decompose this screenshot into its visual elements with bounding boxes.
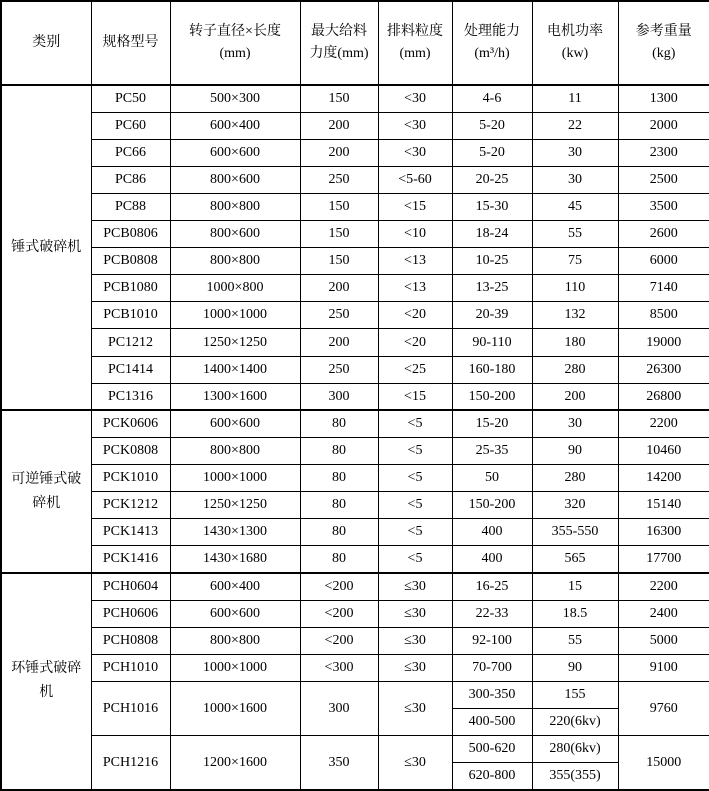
model-cell: PCB0806 [91, 221, 170, 248]
header-text: 电机功率 [547, 24, 603, 39]
header-row [1, 1, 709, 85]
max-feed-cell: 300 [300, 383, 378, 410]
header-text: (m³/h) [474, 46, 510, 61]
discharge-size-cell: ≤30 [378, 600, 452, 627]
rotor-size-cell: 600×400 [170, 573, 300, 600]
max-feed-cell: 80 [300, 465, 378, 492]
category-cell: 锤式破碎机 [1, 85, 91, 410]
discharge-size-cell: <15 [378, 383, 452, 410]
header-text: (mm) [219, 46, 251, 61]
table-header [1, 1, 709, 85]
capacity-cell: 400-500 [452, 709, 532, 736]
power-cell: 22 [532, 112, 618, 139]
table-row [1, 112, 709, 139]
power-cell: 155 [532, 681, 618, 708]
power-cell: 30 [532, 166, 618, 193]
col-header-model [91, 1, 170, 85]
model-cell: PCB1080 [91, 275, 170, 302]
rotor-size-cell: 1300×1600 [170, 383, 300, 410]
table-row [1, 600, 709, 627]
rotor-size-cell: 1250×1250 [170, 492, 300, 519]
capacity-cell: 150-200 [452, 383, 532, 410]
model-cell: PCK1416 [91, 546, 170, 573]
discharge-size-cell: ≤30 [378, 627, 452, 654]
table-row [1, 437, 709, 464]
header-text: (kw) [561, 46, 589, 61]
capacity-cell: 5-20 [452, 112, 532, 139]
discharge-size-cell: <5 [378, 437, 452, 464]
table-row [1, 519, 709, 546]
weight-cell: 2300 [618, 139, 709, 166]
rotor-size-cell: 800×600 [170, 166, 300, 193]
weight-cell: 7140 [618, 275, 709, 302]
header-text: 处理能力 [464, 24, 520, 39]
capacity-cell: 500-620 [452, 736, 532, 763]
discharge-size-cell: <13 [378, 248, 452, 275]
discharge-size-cell: <25 [378, 356, 452, 383]
discharge-size-cell: ≤30 [378, 573, 452, 600]
capacity-cell: 16-25 [452, 573, 532, 600]
capacity-cell: 25-35 [452, 437, 532, 464]
discharge-size-cell: <5 [378, 410, 452, 437]
rotor-size-cell: 1000×1600 [170, 681, 300, 735]
header-text: 转子直径×长度 [189, 24, 281, 39]
col-header-discharge-size [378, 1, 452, 85]
power-cell: 18.5 [532, 600, 618, 627]
rotor-size-cell: 1000×800 [170, 275, 300, 302]
max-feed-cell: <300 [300, 654, 378, 681]
max-feed-cell: 80 [300, 519, 378, 546]
rotor-size-cell: 1000×1000 [170, 654, 300, 681]
discharge-size-cell: <5 [378, 465, 452, 492]
rotor-size-cell: 600×600 [170, 600, 300, 627]
weight-cell: 2400 [618, 600, 709, 627]
weight-cell: 17700 [618, 546, 709, 573]
max-feed-cell: 150 [300, 193, 378, 220]
table-row [1, 85, 709, 112]
power-cell: 280 [532, 465, 618, 492]
weight-cell: 26300 [618, 356, 709, 383]
weight-cell: 5000 [618, 627, 709, 654]
rotor-size-cell: 1200×1600 [170, 736, 300, 790]
table-row [1, 356, 709, 383]
capacity-cell: 13-25 [452, 275, 532, 302]
discharge-size-cell: <30 [378, 112, 452, 139]
table-row [1, 573, 709, 600]
max-feed-cell: 200 [300, 139, 378, 166]
model-cell: PCH1010 [91, 654, 170, 681]
max-feed-cell: 150 [300, 85, 378, 112]
discharge-size-cell: <10 [378, 221, 452, 248]
rotor-size-cell: 600×600 [170, 410, 300, 437]
rotor-size-cell: 800×800 [170, 248, 300, 275]
model-cell: PCH0606 [91, 600, 170, 627]
capacity-cell: 18-24 [452, 221, 532, 248]
table-body [1, 85, 709, 790]
header-text: 力度(mm) [309, 46, 369, 61]
discharge-size-cell: ≤30 [378, 681, 452, 735]
power-cell: 320 [532, 492, 618, 519]
table-row [1, 302, 709, 329]
power-cell: 55 [532, 627, 618, 654]
weight-cell: 19000 [618, 329, 709, 356]
rotor-size-cell: 1000×1000 [170, 302, 300, 329]
rotor-size-cell: 1250×1250 [170, 329, 300, 356]
table-row [1, 654, 709, 681]
model-cell: PCK0606 [91, 410, 170, 437]
table-row [1, 681, 709, 708]
rotor-size-cell: 800×800 [170, 193, 300, 220]
rotor-size-cell: 600×400 [170, 112, 300, 139]
model-cell: PCK1010 [91, 465, 170, 492]
table-row [1, 465, 709, 492]
weight-cell: 9100 [618, 654, 709, 681]
power-cell: 355(355) [532, 763, 618, 790]
model-cell: PC66 [91, 139, 170, 166]
discharge-size-cell: <5-60 [378, 166, 452, 193]
col-header-ref-weight [618, 1, 709, 85]
table-row [1, 627, 709, 654]
header-text: 参考重量 [635, 24, 692, 39]
power-cell: 200 [532, 383, 618, 410]
power-cell: 30 [532, 410, 618, 437]
weight-cell: 2500 [618, 166, 709, 193]
discharge-size-cell: <5 [378, 546, 452, 573]
capacity-cell: 20-39 [452, 302, 532, 329]
capacity-cell: 400 [452, 546, 532, 573]
weight-cell: 2200 [618, 573, 709, 600]
power-cell: 180 [532, 329, 618, 356]
max-feed-cell: 80 [300, 546, 378, 573]
model-cell: PC1316 [91, 383, 170, 410]
weight-cell: 1300 [618, 85, 709, 112]
capacity-cell: 92-100 [452, 627, 532, 654]
power-cell: 30 [532, 139, 618, 166]
weight-cell: 2200 [618, 410, 709, 437]
max-feed-cell: 350 [300, 736, 378, 790]
power-cell: 15 [532, 573, 618, 600]
weight-cell: 2000 [618, 112, 709, 139]
weight-cell: 26800 [618, 383, 709, 410]
capacity-cell: 400 [452, 519, 532, 546]
rotor-size-cell: 500×300 [170, 85, 300, 112]
header-text: 排料粒度 [387, 24, 443, 39]
capacity-cell: 90-110 [452, 329, 532, 356]
model-cell: PCH1016 [91, 681, 170, 735]
max-feed-cell: 80 [300, 492, 378, 519]
capacity-cell: 160-180 [452, 356, 532, 383]
power-cell: 55 [532, 221, 618, 248]
capacity-cell: 15-30 [452, 193, 532, 220]
max-feed-cell: 80 [300, 437, 378, 464]
discharge-size-cell: ≤30 [378, 654, 452, 681]
weight-cell: 2600 [618, 221, 709, 248]
table-row [1, 329, 709, 356]
capacity-cell: 15-20 [452, 410, 532, 437]
capacity-cell: 620-800 [452, 763, 532, 790]
max-feed-cell: 250 [300, 356, 378, 383]
capacity-cell: 10-25 [452, 248, 532, 275]
model-cell: PCB0808 [91, 248, 170, 275]
power-cell: 75 [532, 248, 618, 275]
col-header-capacity [452, 1, 532, 85]
header-text: 最大给料 [311, 24, 367, 39]
capacity-cell: 70-700 [452, 654, 532, 681]
rotor-size-cell: 800×800 [170, 437, 300, 464]
model-cell: PC50 [91, 85, 170, 112]
col-header-max-feed [300, 1, 378, 85]
model-cell: PC60 [91, 112, 170, 139]
model-cell: PCH1216 [91, 736, 170, 790]
weight-cell: 15140 [618, 492, 709, 519]
max-feed-cell: 300 [300, 681, 378, 735]
model-cell: PC1212 [91, 329, 170, 356]
table-row [1, 736, 709, 763]
power-cell: 280 [532, 356, 618, 383]
model-cell: PC86 [91, 166, 170, 193]
weight-cell: 6000 [618, 248, 709, 275]
rotor-size-cell: 1000×1000 [170, 465, 300, 492]
discharge-size-cell: <20 [378, 329, 452, 356]
power-cell: 565 [532, 546, 618, 573]
capacity-cell: 4-6 [452, 85, 532, 112]
header-text: (kg) [652, 46, 676, 61]
power-cell: 11 [532, 85, 618, 112]
model-cell: PCB1010 [91, 302, 170, 329]
max-feed-cell: 150 [300, 248, 378, 275]
max-feed-cell: <200 [300, 627, 378, 654]
power-cell: 45 [532, 193, 618, 220]
max-feed-cell: 200 [300, 112, 378, 139]
discharge-size-cell: <5 [378, 492, 452, 519]
col-header-rotor-size [170, 1, 300, 85]
discharge-size-cell: <15 [378, 193, 452, 220]
table-row [1, 383, 709, 410]
weight-cell: 10460 [618, 437, 709, 464]
table-row [1, 221, 709, 248]
max-feed-cell: <200 [300, 573, 378, 600]
power-cell: 280(6kv) [532, 736, 618, 763]
max-feed-cell: 250 [300, 302, 378, 329]
model-cell: PC88 [91, 193, 170, 220]
discharge-size-cell: <30 [378, 85, 452, 112]
table-row [1, 492, 709, 519]
table-row [1, 166, 709, 193]
header-text: (mm) [399, 46, 431, 61]
table-row [1, 410, 709, 437]
capacity-cell: 300-350 [452, 681, 532, 708]
header-text: 规格型号 [102, 35, 159, 50]
capacity-cell: 50 [452, 465, 532, 492]
weight-cell: 14200 [618, 465, 709, 492]
model-cell: PCH0808 [91, 627, 170, 654]
rotor-size-cell: 1430×1680 [170, 546, 300, 573]
max-feed-cell: <200 [300, 600, 378, 627]
table-row [1, 546, 709, 573]
rotor-size-cell: 600×600 [170, 139, 300, 166]
model-cell: PCK0808 [91, 437, 170, 464]
power-cell: 110 [532, 275, 618, 302]
col-header-motor-power [532, 1, 618, 85]
max-feed-cell: 150 [300, 221, 378, 248]
capacity-cell: 20-25 [452, 166, 532, 193]
max-feed-cell: 200 [300, 329, 378, 356]
discharge-size-cell: ≤30 [378, 736, 452, 790]
model-cell: PC1414 [91, 356, 170, 383]
max-feed-cell: 250 [300, 166, 378, 193]
rotor-size-cell: 1430×1300 [170, 519, 300, 546]
power-cell: 90 [532, 654, 618, 681]
max-feed-cell: 200 [300, 275, 378, 302]
model-cell: PCH0604 [91, 573, 170, 600]
power-cell: 132 [532, 302, 618, 329]
model-cell: PCK1413 [91, 519, 170, 546]
discharge-size-cell: <30 [378, 139, 452, 166]
table-row [1, 193, 709, 220]
power-cell: 90 [532, 437, 618, 464]
rotor-size-cell: 800×600 [170, 221, 300, 248]
weight-cell: 15000 [618, 736, 709, 790]
capacity-cell: 5-20 [452, 139, 532, 166]
weight-cell: 16300 [618, 519, 709, 546]
weight-cell: 9760 [618, 681, 709, 735]
table-row [1, 248, 709, 275]
power-cell: 220(6kv) [532, 709, 618, 736]
col-header-category [1, 1, 91, 85]
capacity-cell: 150-200 [452, 492, 532, 519]
category-cell: 可逆锤式破碎机 [1, 410, 91, 573]
discharge-size-cell: <20 [378, 302, 452, 329]
power-cell: 355-550 [532, 519, 618, 546]
table-row [1, 139, 709, 166]
table-row [1, 275, 709, 302]
discharge-size-cell: <13 [378, 275, 452, 302]
rotor-size-cell: 800×800 [170, 627, 300, 654]
rotor-size-cell: 1400×1400 [170, 356, 300, 383]
weight-cell: 8500 [618, 302, 709, 329]
category-cell: 环锤式破碎机 [1, 573, 91, 790]
header-text: 类别 [32, 35, 61, 50]
capacity-cell: 22-33 [452, 600, 532, 627]
weight-cell: 3500 [618, 193, 709, 220]
max-feed-cell: 80 [300, 410, 378, 437]
model-cell: PCK1212 [91, 492, 170, 519]
discharge-size-cell: <5 [378, 519, 452, 546]
